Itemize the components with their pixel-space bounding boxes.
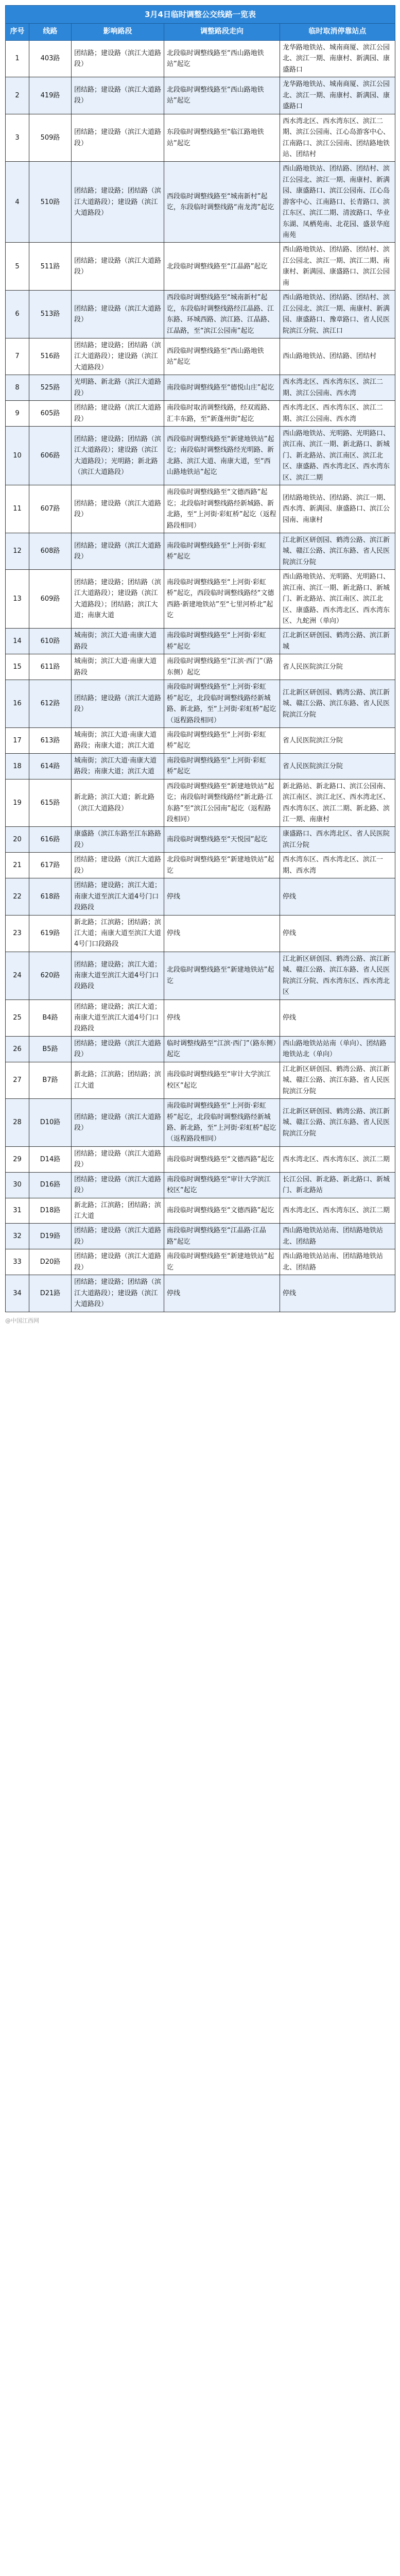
cell-stops: 团结路地铁站、团结路、滨江一期、西水湾、新满园、康盛路口、滨江公园南、南康村 <box>280 485 395 533</box>
cell-line: D20路 <box>29 1249 72 1275</box>
cell-route: 北段临时调整线路至“新建地铁站”起讫 <box>164 952 280 999</box>
table-row <box>6 654 395 680</box>
cell-route: 停线 <box>164 915 280 952</box>
cell-no: 29 <box>6 1146 29 1172</box>
cell-stops: 停线 <box>280 878 395 915</box>
cell-no: 33 <box>6 1249 29 1275</box>
cell-affected: 团结路；建设路（滨江大道路段） <box>72 77 164 114</box>
cell-line: 607路 <box>29 485 72 533</box>
watermark: @中国江西网 <box>5 1317 39 1324</box>
header-stops: 临时取消停靠站点 <box>280 24 395 41</box>
cell-route: 南段临时调整线路至“上河街·彩虹桥”起讫 <box>164 629 280 654</box>
cell-line: 510路 <box>29 162 72 243</box>
cell-affected: 团结路；建设路；团结路（滨江大道路段）；建设路（滨江大道路段） <box>72 162 164 243</box>
cell-line: 403路 <box>29 41 72 77</box>
cell-stops: 停线 <box>280 999 395 1036</box>
cell-stops: 西山路地铁站站南（单向）、团结路地铁站北（单向） <box>280 1036 395 1062</box>
table-row <box>6 375 395 401</box>
cell-line: D16路 <box>29 1172 72 1198</box>
cell-route: 西段临时调整线路至“新建地铁站”起讫；南段临时调整线路经“新北路·江东路”至“滨江公园南”起讫（返程路段相同） <box>164 779 280 827</box>
cell-no: 26 <box>6 1036 29 1062</box>
cell-affected: 团结路；建设路（滨江大道路段） <box>72 1099 164 1147</box>
table-row <box>6 952 395 999</box>
table-row <box>6 1172 395 1198</box>
cell-line: 606路 <box>29 427 72 485</box>
cell-stops: 龙华路地铁站、城南商厦、滨江公园北、滨江一期、南康村、新满园、康盛路口 <box>280 77 395 114</box>
cell-route: 停线 <box>164 999 280 1036</box>
cell-affected: 团结路；建设路（滨江大道路段） <box>72 41 164 77</box>
cell-route: 南段临时调整线路至“文德西路”起讫；北段临时调整线路经新城路、新北路，至“上河街·彩虹桥”起讫（返程路段相同） <box>164 485 280 533</box>
cell-affected: 团结路；建设路（滨江大道路段） <box>72 533 164 569</box>
cell-route: 北段临时调整线路至“西山路地铁站”起讫 <box>164 77 280 114</box>
cell-no: 17 <box>6 727 29 753</box>
header-line: 线路 <box>29 24 72 41</box>
cell-stops: 停线 <box>280 915 395 952</box>
table-row <box>6 77 395 114</box>
table-row <box>6 114 395 162</box>
cell-stops: 西山路地铁站、团结路、团结村 <box>280 338 395 375</box>
cell-no: 18 <box>6 753 29 779</box>
cell-no: 28 <box>6 1099 29 1147</box>
cell-stops: 康盛路口、西水湾北区、省人民医院滨江分院 <box>280 827 395 853</box>
cell-route: 北段临时调整线路至“新建地铁站”起讫 <box>164 853 280 878</box>
cell-no: 8 <box>6 375 29 401</box>
cell-no: 15 <box>6 654 29 680</box>
cell-no: 7 <box>6 338 29 375</box>
cell-route: 东段临时调整线路至“临江路地铁站”起讫 <box>164 114 280 162</box>
cell-line: 511路 <box>29 243 72 291</box>
header-affected: 影响路段 <box>72 24 164 41</box>
cell-route: 南段临时调整线路至“审计大学滨江校区”起讫 <box>164 1172 280 1198</box>
table-row <box>6 753 395 779</box>
cell-line: 525路 <box>29 375 72 401</box>
table-row <box>6 401 395 427</box>
cell-no: 21 <box>6 853 29 878</box>
cell-line: 620路 <box>29 952 72 999</box>
cell-no: 13 <box>6 570 29 629</box>
cell-no: 19 <box>6 779 29 827</box>
cell-stops: 西山路地铁站、光明路、光明路口、滨江南、滨江一期、新北路口、新城门、新北路站、滨江南区、滨江北区、康盛路、西水湾北区、西水湾东区、滨江二期 <box>280 427 395 485</box>
cell-route: 南段临时调整线路至“上河街·彩虹桥”起讫，北段临时调整线路经新城路、新北路，至“上河街·彩虹桥”起讫（返程路段相同） <box>164 1099 280 1147</box>
cell-route: 南段临时调整线路至“上河街·彩虹桥”起讫 <box>164 533 280 569</box>
cell-line: D14路 <box>29 1146 72 1172</box>
cell-no: 30 <box>6 1172 29 1198</box>
table-row <box>6 291 395 338</box>
cell-stops: 长江公园、新北路、新北路口、新城门、新北路站 <box>280 1172 395 1198</box>
table-row <box>6 41 395 77</box>
cell-no: 3 <box>6 114 29 162</box>
cell-no: 32 <box>6 1224 29 1249</box>
cell-stops: 西山路地铁站、团结路、团结村、滨江公园北、滨江一期、滨江二期、南康村、新满园、康盛路口、滨江公园南 <box>280 243 395 291</box>
cell-line: 419路 <box>29 77 72 114</box>
cell-affected: 团结路；建设路（滨江大道路段） <box>72 243 164 291</box>
cell-stops: 西水湾东区、西水湾北区、滨江一期、西水湾 <box>280 853 395 878</box>
cell-line: 608路 <box>29 533 72 569</box>
table-row <box>6 680 395 728</box>
cell-line: D10路 <box>29 1099 72 1147</box>
cell-line: D19路 <box>29 1224 72 1249</box>
cell-stops: 西水湾北区、西水湾东区、滨江二期、滨江公园南、西水湾 <box>280 375 395 401</box>
table-row <box>6 727 395 753</box>
table-row <box>6 1062 395 1098</box>
cell-affected: 团结路；建设路（滨江大道路段） <box>72 680 164 728</box>
header-no: 序号 <box>6 24 29 41</box>
cell-line: D21路 <box>29 1275 72 1312</box>
cell-no: 6 <box>6 291 29 338</box>
cell-no: 24 <box>6 952 29 999</box>
footer <box>0 1312 400 1328</box>
table-row <box>6 878 395 915</box>
cell-affected: 城南街；滨江大道·南康大道路段；南康大道；滨江大道 <box>72 753 164 779</box>
table-row <box>6 853 395 878</box>
cell-stops: 西水湾北区、西水湾东区、滨江二期 <box>280 1146 395 1172</box>
cell-stops: 西山路地铁站、光明路、光明路口、滨江南、滨江一期、新北路口、新城门、新北路站、滨江南区、滨江北区、康盛路、西水湾北区、西水湾东区、九蛇洲（单向） <box>280 570 395 629</box>
table-row <box>6 338 395 375</box>
table-title-row <box>6 6 395 24</box>
cell-stops: 西水湾北区、西水湾东区、滨江二期、滨江公园南、西水湾 <box>280 401 395 427</box>
cell-affected: 团结路；建设路（滨江大道路段） <box>72 485 164 533</box>
cell-stops: 江北新区研创园、鹤湾公路、滨江新城、赣江公路、滨江东路、省人民医院滨江分院 <box>280 1099 395 1147</box>
table-row <box>6 485 395 533</box>
cell-no: 22 <box>6 878 29 915</box>
cell-affected: 光明路、新北路（滨江大道路段） <box>72 375 164 401</box>
cell-stops: 西山路地铁站、团结路、团结村、滨江公园北、滨江一期、南康村、新满园、康盛路口、豫章路口、省人民医院滨江分院、滨江口 <box>280 291 395 338</box>
table-row <box>6 243 395 291</box>
header-route: 调整路段走向 <box>164 24 280 41</box>
cell-stops: 龙华路地铁站、城南商厦、滨江公园北、滨江一期、南康村、新满园、康盛路口 <box>280 41 395 77</box>
cell-route: 停线 <box>164 1275 280 1312</box>
cell-route: 北段临时调整线路至“江晶路”起讫 <box>164 243 280 291</box>
cell-route: 西段临时调整线路至“新建地铁站”起讫；南段临时调整线路经光明路、新北路、滨江大道、南康大道，至“西山路地铁站”起讫 <box>164 427 280 485</box>
cell-route: 南段临时调整线路至“上河街·彩虹桥”起讫 <box>164 753 280 779</box>
table-row <box>6 1249 395 1275</box>
cell-affected: 团结路；建设路（滨江大道路段） <box>72 291 164 338</box>
cell-no: 11 <box>6 485 29 533</box>
cell-line: 513路 <box>29 291 72 338</box>
cell-stops: 西山路地铁站站南、团结路地铁站北、团结路 <box>280 1224 395 1249</box>
cell-line: 619路 <box>29 915 72 952</box>
cell-affected: 团结路；建设路；团结路（滨江大道路段）；建设路（滨江大道路段）；光明路；新北路（滨江大道路段） <box>72 427 164 485</box>
cell-no: 20 <box>6 827 29 853</box>
cell-line: D18路 <box>29 1198 72 1224</box>
table-title: 3月4日临时调整公交线路一览表 <box>6 6 395 24</box>
cell-line: 612路 <box>29 680 72 728</box>
cell-line: B7路 <box>29 1062 72 1098</box>
cell-route: 南段临时调整线路至“上河街·彩虹桥”起讫，西段临时调整线路经“文德西路·新建地铁站”至“七里河桥北”起讫 <box>164 570 280 629</box>
cell-affected: 新北路；江滨路；团结路；滨江大道 <box>72 1062 164 1098</box>
cell-line: 610路 <box>29 629 72 654</box>
cell-line: 605路 <box>29 401 72 427</box>
cell-line: 509路 <box>29 114 72 162</box>
cell-affected: 新北路；江滨路；团结路；滨江大道；南康大道至滨江大道4号门口段路段 <box>72 915 164 952</box>
cell-affected: 团结路；建设路；滨江大道；南康大道至滨江大道4号门口段路段 <box>72 952 164 999</box>
cell-affected: 新北路；江滨路；团结路；滨江大道 <box>72 1198 164 1224</box>
adjustment-table <box>5 5 395 1312</box>
table-row <box>6 570 395 629</box>
cell-route: 南段临时调整线路至“上河街·彩虹桥”起讫 <box>164 727 280 753</box>
cell-stops: 省人民医院滨江分院 <box>280 654 395 680</box>
cell-affected: 团结路；建设路（滨江大道路段） <box>72 1036 164 1062</box>
cell-line: B4路 <box>29 999 72 1036</box>
cell-affected: 团结路；建设路；滨江大道；南康大道至滨江大道4号门口段路段 <box>72 999 164 1036</box>
cell-stops: 西山路地铁站站南、团结路地铁站北、团结路 <box>280 1249 395 1275</box>
cell-stops: 江北新区研创园、鹤湾公路、滨江新城 <box>280 629 395 654</box>
cell-no: 10 <box>6 427 29 485</box>
cell-no: 27 <box>6 1062 29 1098</box>
cell-affected: 团结路；建设路（滨江大道路段） <box>72 1224 164 1249</box>
cell-route: 南段临时调整线路至“江滨·西门”（路东侧）起讫 <box>164 654 280 680</box>
cell-line: 614路 <box>29 753 72 779</box>
table-row <box>6 999 395 1036</box>
cell-affected: 团结路；建设路（滨江大道路段） <box>72 1249 164 1275</box>
cell-stops: 江北新区研创园、鹤湾公路、滨江新城、赣江公路、滨江东路、省人民医院滨江分院 <box>280 1062 395 1098</box>
cell-route: 临时调整线路至“江滨·西门”（路东侧）起讫 <box>164 1036 280 1062</box>
cell-stops: 江北新区研创园、鹤湾公路、滨江新城、赣江公路、滨江东路、省人民医院滨江分院 <box>280 680 395 728</box>
cell-route: 南段临时调整线路至“上河街·彩虹桥”起讫，北段临时调整线路经新城路、新北路，至“上河街·彩虹桥”起讫（返程路段相同） <box>164 680 280 728</box>
cell-route: 南段临时调整线路至“文德西路”起讫 <box>164 1198 280 1224</box>
cell-route: 西段临时调整线路至“城南新村”起讫，东段临时调整线路经江晶路、江东路、环城西路、滨江路、江晶路、江晶路，至“滨江公园南”起讫 <box>164 291 280 338</box>
table-row <box>6 533 395 569</box>
cell-no: 9 <box>6 401 29 427</box>
table-row <box>6 1198 395 1224</box>
cell-affected: 团结路；建设路（滨江大道路段） <box>72 1172 164 1198</box>
cell-stops: 省人民医院滨江分院 <box>280 753 395 779</box>
cell-line: 611路 <box>29 654 72 680</box>
cell-no: 23 <box>6 915 29 952</box>
cell-affected: 团结路；建设路（滨江大道路段） <box>72 114 164 162</box>
cell-stops: 江北新区研创园、鹤湾公路、滨江新城、赣江公路、滨江东路、省人民医院滨江分院 <box>280 533 395 569</box>
cell-no: 14 <box>6 629 29 654</box>
cell-affected: 城南街；滨江大道·南康大道路段；南康大道；滨江大道 <box>72 727 164 753</box>
table-row <box>6 629 395 654</box>
cell-route: 南段临时调整线路至“德悦山庄”起讫 <box>164 375 280 401</box>
table-row <box>6 1099 395 1147</box>
cell-affected: 团结路；建设路（滨江大道路段） <box>72 1146 164 1172</box>
cell-route: 南段临时调整线路至“天悦园”起讫 <box>164 827 280 853</box>
cell-no: 31 <box>6 1198 29 1224</box>
cell-route: 南段临时调整线路至“审计大学滨江校区”起讫 <box>164 1062 280 1098</box>
cell-line: 516路 <box>29 338 72 375</box>
cell-no: 2 <box>6 77 29 114</box>
cell-affected: 团结路；建设路；团结路（滨江大道路段）；建设路（滨江大道路段）；团结路；滨江大道；南康大道 <box>72 570 164 629</box>
cell-stops: 西水湾北区、西水湾东区、滨江二期、滨江公园南、江心岛游客中心、江南路口、滨江公园南、团结路地铁站、团结村 <box>280 114 395 162</box>
cell-route: 南段临时调整线路至“文德西路”起讫 <box>164 1146 280 1172</box>
table-row <box>6 1036 395 1062</box>
cell-no: 4 <box>6 162 29 243</box>
cell-no: 25 <box>6 999 29 1036</box>
cell-line: B5路 <box>29 1036 72 1062</box>
cell-line: 616路 <box>29 827 72 853</box>
cell-affected: 康盛路（滨江东路至江东路路段） <box>72 827 164 853</box>
cell-no: 16 <box>6 680 29 728</box>
cell-line: 609路 <box>29 570 72 629</box>
cell-stops: 省人民医院滨江分院 <box>280 727 395 753</box>
cell-route: 北段临时调整线路至“西山路地铁站”起讫 <box>164 41 280 77</box>
cell-route: 南段临时调整线路至“江晶路·江晶路”起讫 <box>164 1224 280 1249</box>
cell-stops: 西山路地铁站、团结路、团结村、滨江公园北、滨江一期、南康村、新满园、康盛路口、滨江公园南、江心岛游客中心、江南路口、长青路口、滨江东区、滨江二期、清波路口、华业东湖、凤栖苑南、北花园、盛景华庭南苑 <box>280 162 395 243</box>
table-row <box>6 1146 395 1172</box>
cell-route: 南段临时取消调整线路，经双霞路、汇丰东路，至“新蓬州街”起讫 <box>164 401 280 427</box>
cell-affected: 新北路；滨江大道；新北路（滨江大道路段） <box>72 779 164 827</box>
cell-affected: 团结路；建设路（滨江大道路段） <box>72 853 164 878</box>
table-body <box>6 41 395 1312</box>
cell-route: 西段临时调整线路至“西山路地铁站”起讫 <box>164 338 280 375</box>
cell-affected: 团结路；建设路；团结路（滨江大道路段）；建设路（滨江大道路段） <box>72 338 164 375</box>
cell-route: 南段临时调整线路至“新建地铁站”起讫 <box>164 1249 280 1275</box>
cell-no: 1 <box>6 41 29 77</box>
cell-affected: 城南街；滨江大道·南康大道路段 <box>72 629 164 654</box>
cell-line: 613路 <box>29 727 72 753</box>
cell-stops: 西水湾北区、西水湾东区、滨江二期 <box>280 1198 395 1224</box>
table-row <box>6 827 395 853</box>
cell-no: 34 <box>6 1275 29 1312</box>
cell-route: 西段临时调整线路至“城南新村”起讫，东段临时调整线路“南龙湾”起讫 <box>164 162 280 243</box>
table-row <box>6 1224 395 1249</box>
cell-route: 停线 <box>164 878 280 915</box>
cell-affected: 团结路；建设路（滨江大道路段） <box>72 401 164 427</box>
cell-no: 5 <box>6 243 29 291</box>
table-row <box>6 915 395 952</box>
table-row <box>6 427 395 485</box>
cell-line: 615路 <box>29 779 72 827</box>
table-row <box>6 162 395 243</box>
cell-affected: 团结路；建设路；团结路（滨江大道路段）；建设路（滨江大道路段） <box>72 1275 164 1312</box>
cell-line: 618路 <box>29 878 72 915</box>
cell-line: 617路 <box>29 853 72 878</box>
cell-no: 12 <box>6 533 29 569</box>
cell-stops: 新北路站、新北路口、滨江公园南、滨江南区、滨江北区、西水湾北区、西水湾东区、滨江二期、新北路、滨江一期、南康村 <box>280 779 395 827</box>
cell-affected: 团结路；建设路；滨江大道；南康大道至滨江大道4号门口段路段 <box>72 878 164 915</box>
cell-stops: 江北新区研创园、鹤湾公路、滨江新城、赣江公路、滨江东路、省人民医院滨江分院、西水湾东区、西水湾北区 <box>280 952 395 999</box>
table-row <box>6 779 395 827</box>
cell-stops: 停线 <box>280 1275 395 1312</box>
table-row <box>6 1275 395 1312</box>
cell-affected: 城南街；滨江大道·南康大道路段 <box>72 654 164 680</box>
table-header-row <box>6 24 395 41</box>
